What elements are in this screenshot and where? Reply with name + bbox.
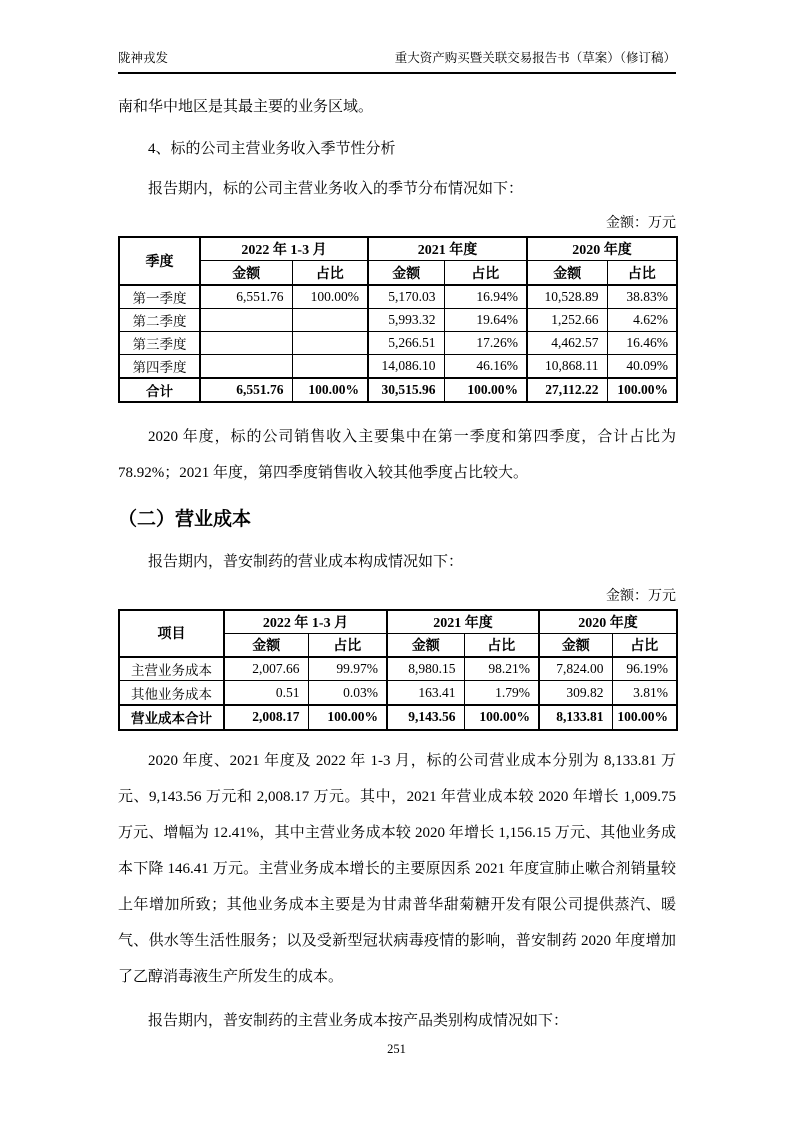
table-year-header: 2022 年 1-3 月 bbox=[224, 610, 387, 634]
amount-unit-label: 金额：万元 bbox=[606, 588, 676, 604]
table-cell: 0.03% bbox=[308, 681, 387, 705]
table-cell: 100.00% bbox=[607, 378, 677, 402]
table-cell: 100.00% bbox=[292, 285, 368, 309]
table-cell: 4.62% bbox=[607, 308, 677, 331]
table-cell: 100.00% bbox=[464, 705, 539, 730]
table-cell: 3.81% bbox=[612, 681, 677, 705]
page-number: 251 bbox=[387, 1042, 406, 1056]
paragraph-intro-revenue: 报告期内，标的公司主营业务收入的季节分布情况如下： bbox=[148, 181, 524, 198]
paragraph-intro-cost: 报告期内，普安制药的营业成本构成情况如下： bbox=[148, 553, 464, 570]
table-cell: 100.00% bbox=[292, 378, 368, 402]
paragraph-intro-product-cost: 报告期内，普安制药的主营业务成本按产品类别构成情况如下： bbox=[148, 1012, 569, 1029]
running-header bbox=[118, 50, 676, 74]
table-row bbox=[119, 657, 677, 681]
table-cell: 30,515.96 bbox=[368, 378, 444, 402]
table-cell: 8,980.15 bbox=[387, 657, 464, 681]
table-cell: 第一季度 bbox=[119, 285, 200, 309]
table-subheader: 占比 bbox=[464, 633, 539, 657]
table-cell: 营业成本合计 bbox=[119, 705, 224, 730]
table-cell: 100.00% bbox=[308, 705, 387, 730]
table-year-header: 2021 年度 bbox=[387, 610, 539, 634]
table-row bbox=[119, 331, 677, 354]
table-row bbox=[119, 681, 677, 705]
table-cell: 98.21% bbox=[464, 657, 539, 681]
table-cell: 16.46% bbox=[607, 331, 677, 354]
table-cell: 14,086.10 bbox=[368, 354, 444, 378]
table-year-header: 2020 年度 bbox=[539, 610, 677, 634]
table-cell: 6,551.76 bbox=[200, 285, 292, 309]
table-cell: 96.19% bbox=[612, 657, 677, 681]
table-subheader: 占比 bbox=[444, 261, 527, 285]
table-row bbox=[119, 610, 677, 634]
table-cell bbox=[292, 331, 368, 354]
table-cell: 主营业务成本 bbox=[119, 657, 224, 681]
table-cell: 8,133.81 bbox=[539, 705, 612, 730]
table-cell bbox=[200, 331, 292, 354]
table-subheader: 金额 bbox=[387, 633, 464, 657]
table-cell: 40.09% bbox=[607, 354, 677, 378]
table-cell: 38.83% bbox=[607, 285, 677, 309]
table-subheader: 金额 bbox=[368, 261, 444, 285]
header-report-title: 重大资产购买暨关联交易报告书（草案）（修订稿） bbox=[394, 51, 676, 65]
table-cell: 1.79% bbox=[464, 681, 539, 705]
table-cell: 27,112.22 bbox=[527, 378, 607, 402]
table-cell: 10,528.89 bbox=[527, 285, 607, 309]
table-cell: 第二季度 bbox=[119, 308, 200, 331]
table-corner-header: 季度 bbox=[119, 237, 200, 285]
table-cell: 合计 bbox=[119, 378, 200, 402]
table-subheader: 占比 bbox=[292, 261, 368, 285]
table-subheader: 金额 bbox=[224, 633, 308, 657]
table-cell: 100.00% bbox=[444, 378, 527, 402]
table-year-header: 2022 年 1-3 月 bbox=[200, 237, 368, 261]
section-heading-level4: 4、标的公司主营业务收入季节性分析 bbox=[148, 141, 396, 158]
section-heading-level2: （二）营业成本 bbox=[118, 508, 252, 530]
table-row bbox=[119, 354, 677, 378]
table-total-row bbox=[119, 705, 677, 730]
table-cell: 5,266.51 bbox=[368, 331, 444, 354]
table-cell: 6,551.76 bbox=[200, 378, 292, 402]
table-cell bbox=[200, 308, 292, 331]
table-cell: 46.16% bbox=[444, 354, 527, 378]
table-corner-header: 项目 bbox=[119, 610, 224, 657]
table-cell bbox=[292, 308, 368, 331]
paragraph-analysis-cost: 2020 年度、2021 年度及 2022 年 1-3 月，标的公司营业成本分别为 8,133.81 万元、9,143.56 万元和 2,008.17 万元。其中，2021 年营业成本较 2020 年增长 1,009.75 万元、增幅为 12.41%，其中主营业务成本较 2020 年增长 1,156.15 万元、其他业务成本下降 146.41 万元。主营业务成本增长的主要原因系 2021 年度宣肺止嗽合剂销量较上年增加所致；其他业务成本主要是为甘肃普华甜菊糖开发有限公司提供蒸汽、暖气、供水等生活性服务；以及受新型冠状病毒疫情的影响，普安制药 2020 年度增加了乙醇消毒液生产所发生的成本。 bbox=[118, 752, 676, 985]
table-cell: 其他业务成本 bbox=[119, 681, 224, 705]
table-cell: 19.64% bbox=[444, 308, 527, 331]
table-cell bbox=[292, 354, 368, 378]
table-cell: 5,993.32 bbox=[368, 308, 444, 331]
paragraph-analysis-revenue: 2020 年度，标的公司销售收入主要集中在第一季度和第四季度，合计占比为 78.92%；2021 年度，第四季度销售收入较其他季度占比较大。 bbox=[118, 428, 676, 481]
table-row bbox=[119, 308, 677, 331]
header-company-name: 陇神戎发 bbox=[118, 51, 169, 65]
table-cell: 4,462.57 bbox=[527, 331, 607, 354]
table-cell: 第三季度 bbox=[119, 331, 200, 354]
table-subheader: 金额 bbox=[527, 261, 607, 285]
table-cell: 1,252.66 bbox=[527, 308, 607, 331]
table-subheader: 占比 bbox=[607, 261, 677, 285]
table-cell: 163.41 bbox=[387, 681, 464, 705]
table-cell: 5,170.03 bbox=[368, 285, 444, 309]
table-cell: 2,007.66 bbox=[224, 657, 308, 681]
table-total-row bbox=[119, 378, 677, 402]
table-cell: 0.51 bbox=[224, 681, 308, 705]
table-cell: 16.94% bbox=[444, 285, 527, 309]
table-row bbox=[119, 237, 677, 261]
table-cell bbox=[200, 354, 292, 378]
table-cell: 99.97% bbox=[308, 657, 387, 681]
table-year-header: 2020 年度 bbox=[527, 237, 677, 261]
table-cell: 309.82 bbox=[539, 681, 612, 705]
paragraph-continuation: 南和华中地区是其最主要的业务区域。 bbox=[118, 99, 374, 116]
table-row bbox=[119, 261, 677, 285]
operating-cost-table bbox=[118, 609, 678, 731]
table-subheader: 占比 bbox=[612, 633, 677, 657]
table-year-header: 2021 年度 bbox=[368, 237, 527, 261]
table-cell: 7,824.00 bbox=[539, 657, 612, 681]
table-row bbox=[119, 285, 677, 309]
table-cell: 10,868.11 bbox=[527, 354, 607, 378]
quarterly-revenue-table bbox=[118, 236, 678, 403]
table-cell: 9,143.56 bbox=[387, 705, 464, 730]
table-subheader: 金额 bbox=[200, 261, 292, 285]
table-subheader: 占比 bbox=[308, 633, 387, 657]
amount-unit-label: 金额：万元 bbox=[606, 216, 676, 232]
table-cell: 17.26% bbox=[444, 331, 527, 354]
table-cell: 第四季度 bbox=[119, 354, 200, 378]
table-cell: 2,008.17 bbox=[224, 705, 308, 730]
table-subheader: 金额 bbox=[539, 633, 612, 657]
table-cell: 100.00% bbox=[612, 705, 677, 730]
